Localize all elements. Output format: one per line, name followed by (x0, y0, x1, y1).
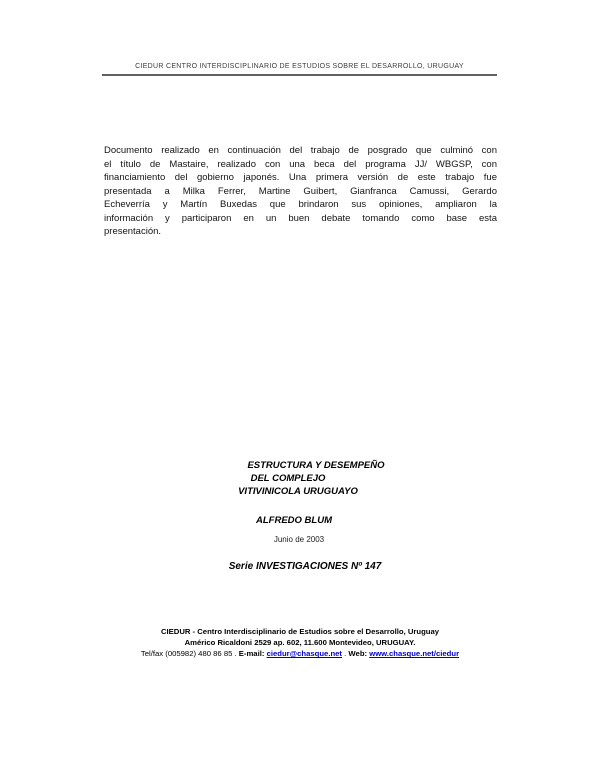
acknowledgement-paragraph (104, 144, 497, 239)
title-line: VITIVINICOLA URUGUAYO (238, 486, 358, 497)
paragraph-line: financiamiento del gobierno japonés. Una primera versión de este trabajo fue (104, 172, 497, 183)
paragraph-line: el título de Mastaire, realizado con una beca del programa JJ/ WBGSP, con (104, 158, 497, 170)
paragraph-line: presentación. (104, 226, 162, 237)
publication-date: Junio de 2003 (273, 535, 325, 544)
title-line: ESTRUCTURA Y DESEMPEÑO (247, 460, 385, 471)
paragraph-line: presentada a Milka Ferrer, Martine Guibert, Gianfranca Camussi, Gerardo (104, 185, 497, 197)
email-link[interactable]: ciedur@chasque.net (266, 649, 342, 659)
author-name: ALFREDO BLUM (256, 515, 332, 526)
dot-separator: . (344, 649, 347, 659)
paragraph-line: Documento realizado en continuación del trabajo de posgrado que culminó con (104, 145, 497, 156)
title-line: DEL COMPLEJO (250, 473, 326, 484)
telfax-text: Tel/fax (005982) 480 86 85 . (140, 649, 237, 659)
footer-address-block (0, 626, 600, 660)
series-title: Serie INVESTIGACIONES Nº 147 (228, 561, 382, 572)
report-title (0, 459, 600, 498)
web-link[interactable]: www.chasque.net/ciedur (369, 649, 460, 659)
paragraph-line: Echeverría y Martín Buxedas que brindaron sus opiniones, ampliaron la (104, 199, 497, 210)
email-label: E-mail: (238, 649, 265, 659)
running-header: CIEDUR CENTRO INTERDISCIPLINARIO DE ESTUDIOS SOBRE EL DESARROLLO, URUGUAY (102, 62, 497, 76)
paragraph-line: información y participaron en un buen debate tomando como base esta (104, 212, 497, 224)
footer-organization-line: CIEDUR - Centro Interdisciplinario de Estudios sobre el Desarrollo, Uruguay (160, 627, 440, 636)
footer-contact-line (0, 648, 600, 659)
footer-address-line: Américo Ricaldoni 2529 ap. 602, 11.600 Montevideo, URUGUAY. (184, 638, 416, 648)
web-label: Web: (348, 649, 368, 659)
